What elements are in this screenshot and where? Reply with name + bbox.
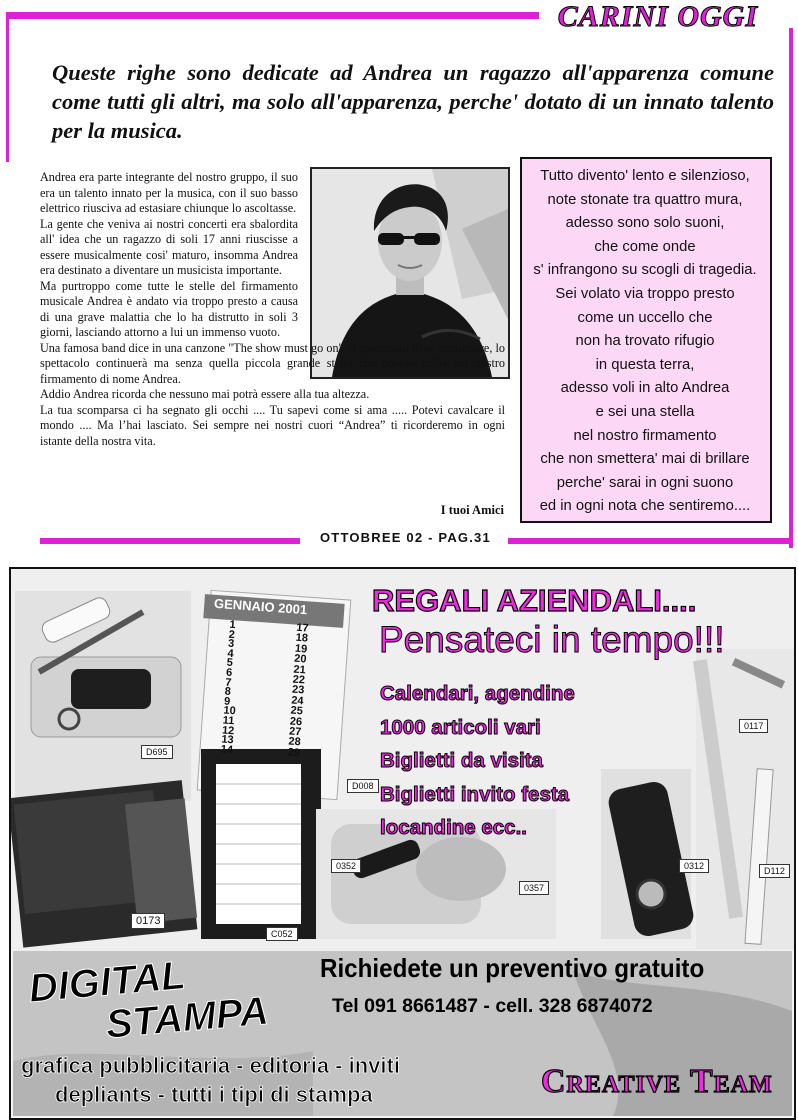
services-line-1: grafica pubblicitaria - editoria - inviti <box>21 1053 400 1078</box>
poem-line: ed in ogni nota che sentiremo.... <box>539 498 751 515</box>
page-footer: OTTOBREE 02 - PAG.31 <box>320 530 491 545</box>
calendar-day: 26 <box>289 715 303 728</box>
creative-team: Creative Team <box>541 1063 773 1100</box>
price-tag: 0352 <box>331 859 361 873</box>
brand-stampa: STAMPA <box>104 988 271 1047</box>
price-tag: D112 <box>759 864 790 878</box>
price-tag: 0357 <box>519 881 549 895</box>
calendar-day: 22 <box>292 673 306 687</box>
advertisement <box>9 567 796 1120</box>
ad-item: Biglietti da visita <box>380 749 543 772</box>
ad-item-list <box>380 677 575 845</box>
poem-line: adesso sono solo suoni, <box>565 215 725 232</box>
calendar-day: 29 <box>287 746 301 760</box>
calendar-day: 10 <box>222 704 237 718</box>
calendar-day: 13 <box>220 733 235 747</box>
calendar-day: 8 <box>224 685 232 699</box>
poem-line: come un uccello che <box>577 309 713 326</box>
calendar-day: 1 <box>229 618 236 632</box>
phone-numbers: Tel 091 8661487 - cell. 328 6874072 <box>332 995 653 1017</box>
ad-subheadline: Pensateci in tempo!!! <box>379 619 725 660</box>
poem-line: s' infrangono su scogli di tragedia. <box>533 262 757 279</box>
poem-line: perche' sarai in ogni suono <box>556 474 734 491</box>
calendar-day: 25 <box>290 704 304 718</box>
poem-line: Tutto divento' lento e silenzioso, <box>540 168 750 184</box>
price-tag: D008 <box>347 779 379 793</box>
calendar-day: 21 <box>293 663 307 677</box>
calendar-day: 24 <box>290 694 304 708</box>
article-paragraph: Andrea era parte integrante del nostro gruppo, il suo era un talento innato per la musica, con il suo basso elettrico riusciva ad estasiare chiunque lo ascoltasse. <box>40 170 298 215</box>
ad-item: Biglietti invito festa <box>380 782 570 806</box>
calendar-day: 2 <box>228 628 236 641</box>
brand-digital: DIGITAL <box>27 953 188 1011</box>
calendar-day: 11 <box>222 714 235 728</box>
price-tag: D695 <box>141 745 173 759</box>
poem-line: non ha trovato rifugio <box>575 333 715 350</box>
price-tag: 0117 <box>739 719 768 733</box>
poem-line: adesso voli in alto Andrea <box>560 380 730 397</box>
article-paragraph: Addio Andrea ricorda che nessuno mai potrà essere alla tua altezza. <box>40 387 370 401</box>
calendar-day: 18 <box>295 632 309 645</box>
right-frame-line <box>789 28 793 548</box>
calendar-day: 19 <box>294 642 308 656</box>
ad-item: Calendari, agendine <box>380 682 575 705</box>
poem-line: Sei volato via troppo presto <box>555 285 735 302</box>
left-frame-line <box>6 12 9 162</box>
poem-line: in questa terra, <box>595 356 695 373</box>
article-body <box>40 170 505 449</box>
masthead: CARINI OGGI <box>557 0 758 33</box>
ad-headline: REGALI AZIENDALI.... <box>372 583 697 618</box>
calendar-day: 7 <box>224 676 232 689</box>
price-tag: C052 <box>266 927 298 941</box>
calendar-day: 20 <box>293 652 307 666</box>
price-tag: 0173 <box>131 913 165 929</box>
article-paragraph: La gente che veniva ai nostri concerti era sbalordita all' idea che un ragazzo di soli 17 anni riuscisse a essere musicalmente cosi' maturo, insomma Andrea era destinato a diventare un musicista importante. <box>40 216 298 277</box>
article-paragraph: La tua scomparsa ci ha segnato gli occhi .... Tu sapevi come si ama ..... Potevi cavalcare il mondo .... Ma l’hai lasciato. Sei sempre nei nostri cuori “Andrea” ti ricorderemo in ogni istante della nostra vita. <box>40 402 505 448</box>
article-paragraph: Una famosa band dice in una canzone "The show must go on" lo spettacolo deve continuare, lo spettacolo continuerà ma senza quella piccola grande stella che adesso brilla sul nostro firmamento di nome Andrea. <box>40 340 505 386</box>
ad-item: 1000 articoli vari <box>380 715 541 739</box>
calendar-day: 5 <box>226 657 234 670</box>
ad-item: locandine ecc.. <box>380 816 527 839</box>
bottom-pink-bar-right <box>508 538 793 544</box>
calendar-day: 12 <box>221 724 235 737</box>
calendar-day: 17 <box>295 621 310 635</box>
article-paragraph: Ma purtroppo come tutte le stelle del firmamento musicale Andrea è andato via troppo presto a causa di una grave malattia che lo ha distrutto in soli 3 giorni, lasciando attorno a lui un immenso vuoto. <box>40 278 298 339</box>
services-line-2: depliants - tutti i tipi di stampa <box>55 1082 373 1107</box>
calendar-title: GENNAIO 2001 <box>213 595 308 618</box>
price-tag: 0312 <box>679 859 709 873</box>
calendar-day: 14 <box>220 743 234 756</box>
calendar-day: 28 <box>287 735 302 749</box>
calendar-day: 23 <box>291 684 305 697</box>
top-pink-bar <box>6 12 539 19</box>
calendar-day: 9 <box>223 695 231 708</box>
poem <box>524 165 766 519</box>
bottom-pink-bar-left <box>40 538 300 544</box>
calendar-day: 27 <box>288 725 302 739</box>
poem-line: nel nostro firmamento <box>573 427 717 444</box>
calendar-day: 6 <box>225 666 233 679</box>
poem-line: note stonate tra quattro mura, <box>547 191 743 208</box>
intro-text: Queste righe sono dedicate ad Andrea un ragazzo all'apparenza comune come tutti gli altri, ma solo all'apparenza, perche' dotato di un innato talento per la musica. <box>52 60 774 143</box>
poem-line: che come onde <box>594 238 696 255</box>
poem-line: che non smettera' mai di brillare <box>540 451 750 468</box>
quote-title: Richiedete un preventivo gratuito <box>320 953 705 983</box>
calendar-day: 3 <box>227 637 235 651</box>
poem-line: e sei una stella <box>595 403 695 420</box>
article-signature: I tuoi Amici <box>440 503 504 517</box>
calendar-day: 4 <box>226 647 234 660</box>
